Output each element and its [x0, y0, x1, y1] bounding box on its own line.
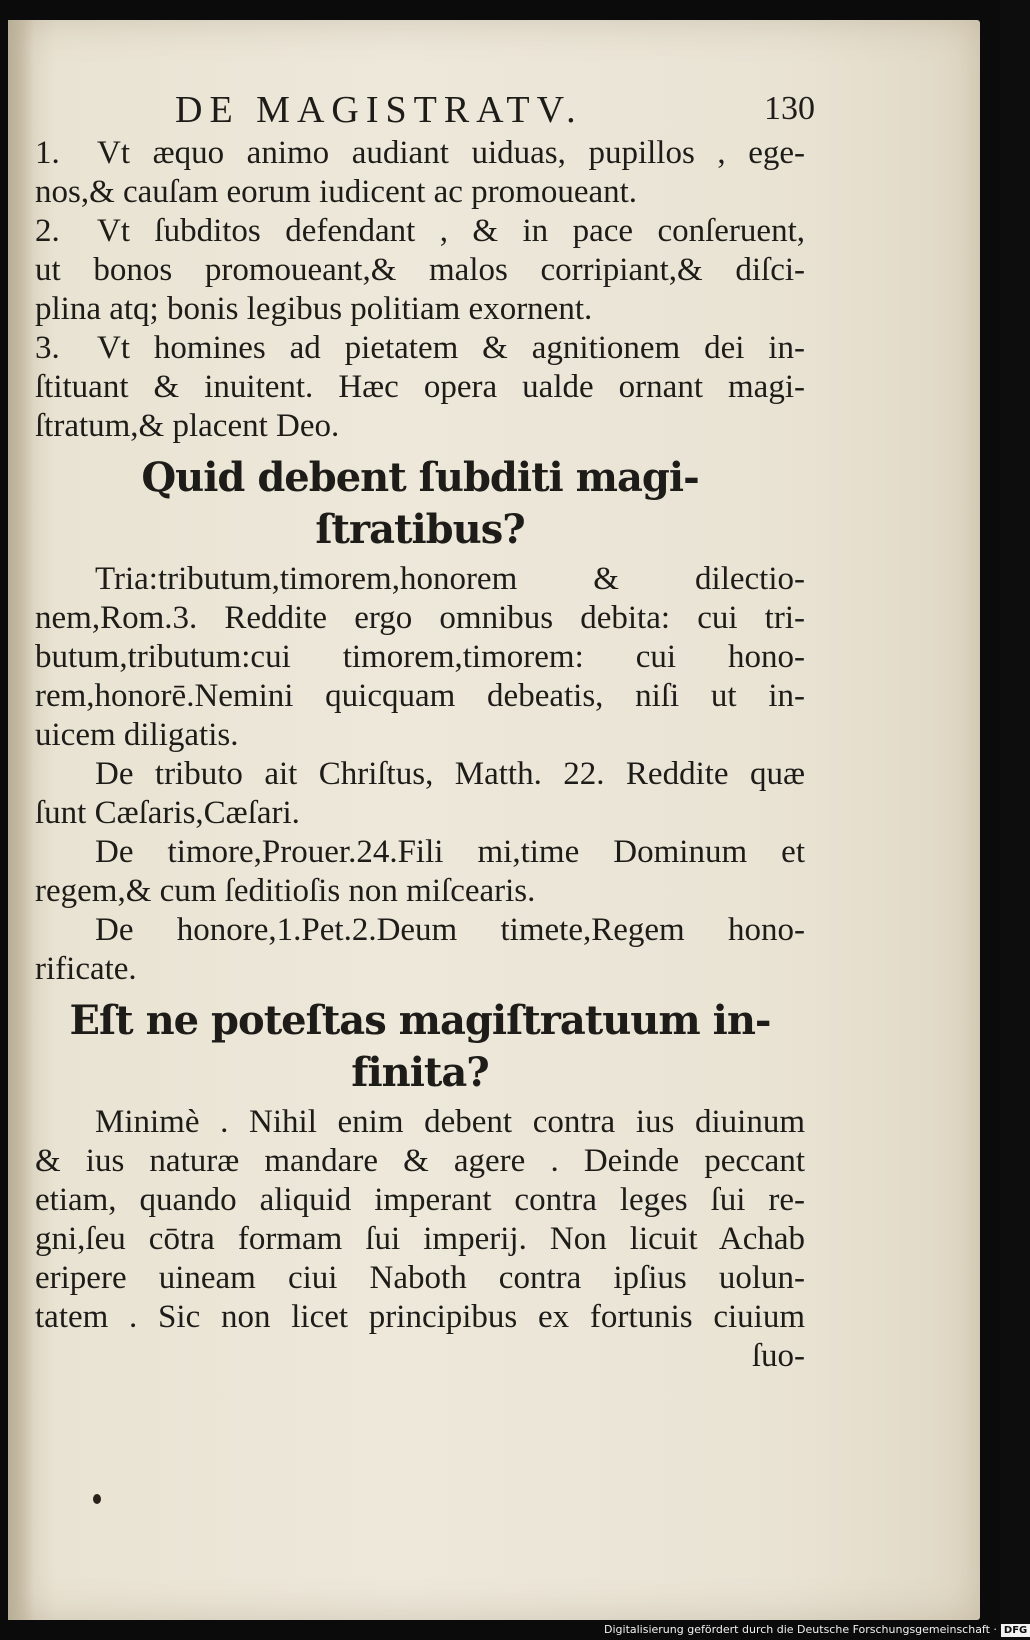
text-line: ſunt Cæſaris,Cæſari.: [35, 795, 300, 831]
text-line: Minimè . Nihil enim debent contra ius diuinum: [95, 1104, 805, 1140]
catchword: ſuo-: [751, 1338, 805, 1374]
running-head-title: DE MAGISTRATV.: [175, 89, 583, 131]
section-heading-2: [35, 995, 805, 1099]
page-text: [35, 82, 815, 1376]
text-line: ut bonos promoueant,& malos corripiant,& diſci-: [35, 252, 805, 288]
text-line: regem,& cum ſeditioſis non miſcearis.: [35, 873, 536, 909]
text-line: De tributo ait Chriſtus, Matth. 22. Reddite quæ: [95, 756, 805, 792]
list-number: 2.: [35, 213, 60, 249]
section-heading-1: [35, 452, 805, 556]
text-line: uicem diligatis.: [35, 717, 239, 753]
text-line: eripere uineam ciui Naboth contra ipſius uolun-: [35, 1260, 805, 1296]
text-line: butum,tributum:cui timorem,timorem: cui hono-: [35, 639, 805, 675]
text-line: De honore,1.Pet.2.Deum timete,Regem hono-: [95, 912, 805, 948]
text-line: ſtituant & inuitent. Hæc opera ualde ornant magi-: [35, 369, 805, 405]
heading-line: finita?: [351, 1049, 489, 1096]
list-number: 1.: [35, 135, 60, 171]
page-gutter: [8, 20, 34, 1620]
dfg-logo: DFG: [1001, 1624, 1030, 1637]
ink-spot: [93, 1494, 101, 1504]
list-number: 3.: [35, 330, 60, 366]
text-line: etiam, quando aliquid imperant contra leges ſui re-: [35, 1182, 805, 1218]
text-line: Vt æquo animo audiant uiduas, pupillos , ege-: [97, 135, 805, 171]
text-line: Vt homines ad pietatem & agnitionem dei in-: [97, 330, 805, 366]
text-line: ſtratum,& placent Deo.: [35, 408, 340, 444]
heading-line: Eſt ne poteſtas magiſtratuum in-: [69, 997, 771, 1044]
list-item-1: [35, 134, 805, 212]
paragraph-4: [35, 911, 805, 989]
paragraph-5: [35, 1103, 805, 1337]
paragraph-1: [35, 560, 805, 755]
text-line: & ius naturæ mandare & agere . Deinde peccant: [35, 1143, 805, 1179]
paragraph-2: [35, 755, 805, 833]
digitization-footer: [604, 1621, 1030, 1638]
text-line: De timore,Prouer.24.Fili mi,time Dominum et: [95, 834, 805, 870]
text-line: nos,& cauſam eorum iudicent ac promoueant.: [35, 174, 638, 210]
text-line: tatem . Sic non licet principibus ex fortunis ciuium: [35, 1299, 805, 1335]
list-item-3: [35, 329, 805, 446]
heading-line: Quid debent ſubditi magi-: [141, 454, 699, 501]
text-line: rem,honorē.Nemini quicquam debeatis, niſi ut in-: [35, 678, 805, 714]
text-line: nem,Rom.3. Reddite ergo omnibus debita: cui tri-: [35, 600, 805, 636]
paragraph-3: [35, 833, 805, 911]
text-line: gni,ſeu cōtra formam ſui imperij. Non licuit Achab: [35, 1221, 805, 1257]
text-line: Vt ſubditos defendant , & in pace conſeruent,: [97, 213, 805, 249]
text-line: plina atq; bonis legibus politiam exornent.: [35, 291, 593, 327]
heading-line: ſtratibus?: [315, 506, 525, 553]
running-head: [35, 82, 815, 134]
text-line: rificate.: [35, 951, 137, 987]
text-line: Tria:tributum,timorem,honorem & dilectio-: [95, 561, 805, 597]
list-item-2: [35, 212, 805, 329]
footer-text: Digitalisierung gefördert durch die Deutsche Forschungsgemeinschaft ·: [604, 1623, 997, 1636]
folio-number: 130: [764, 90, 815, 127]
